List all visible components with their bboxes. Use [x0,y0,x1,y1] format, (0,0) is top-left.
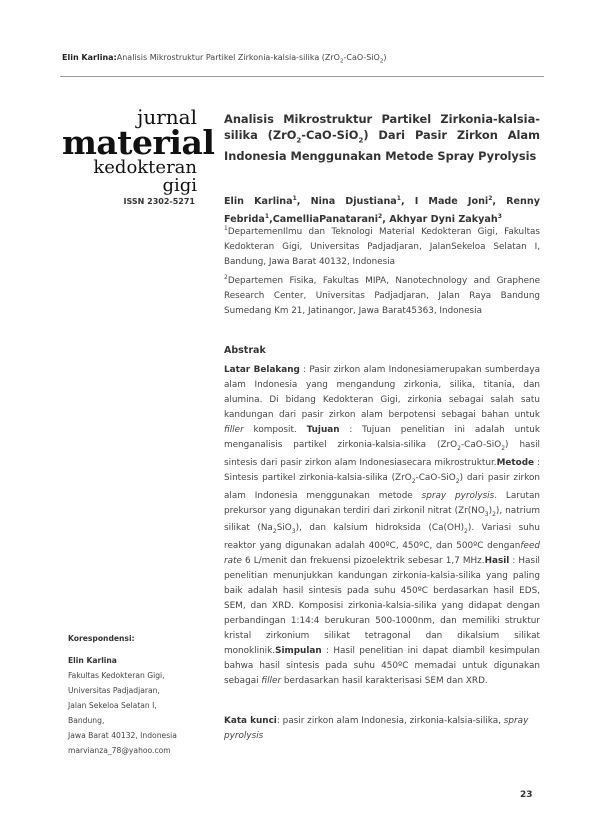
affiliation-text: Departemen Fisika, Fakultas MIPA, Nanotechnology and Graphene Research Center, Universitas Padjadjaran, Jalan Raya Bandung Sumedang Km 21, Jatinangor, Jawa Barat45363, Indonesia [224,275,540,316]
label-latar-belakang: Latar Belakang [224,365,300,375]
term-feed-rate: feed rate [224,541,540,567]
author-sep: , [382,214,390,226]
title-sub1: 2 [296,136,302,145]
abstract-text: berdasarkan hasil karakterisasi SEM dan XRD. [281,676,488,687]
correspondence [68,631,208,758]
author-sup: 2 [378,213,383,221]
abstract-text: : Sintesis partikel zirkonia-kalsia-silika (ZrO [224,457,540,483]
abstract-text: : Tujuan penelitian ini adalah untuk menganalisis partikel zirkonia-kalsia-silika (ZrO [224,425,540,450]
author-sup: 2 [488,195,493,202]
abstract-heading: Abstrak [224,345,266,356]
author: I Made Joni [414,196,489,208]
author: Nina Djustiana [310,196,397,208]
subscript: 2 [492,510,496,518]
abstract-text: 6 L/menit dan frekuensi pizoelektrik sebesar 1,7 MHz. [241,556,485,567]
abstract-text: . Larutan prekursor yang digunakan terdiri dari zirkonil nitrat (Zr(NO [224,490,540,516]
page-number: 23 [520,790,533,800]
author-sep: , [296,196,311,208]
header-rule [60,76,544,77]
subscript: 2 [464,528,468,536]
affiliation-sup: 2 [224,273,228,281]
logo-line-jurnal: jurnal [137,105,197,129]
term-spray-pyrolysis: spray pyrolysis [421,490,495,501]
keywords-italic: spray pyrolysis [224,716,529,741]
header-sub1: 2 [339,58,344,65]
header-title-suffix: ) [383,53,387,62]
affiliation-text: DepartemenIlmu dan Teknologi Material Kedokteran Gigi, Fakultas Kedokteran Gigi, Universitas Padjadjaran, JalanSekeloa Selatan I, Bandung, Jawa Barat 40132, Indonesia [224,226,540,267]
author-sup: 1 [264,213,270,221]
label-simpulan: Simpulan [275,646,322,657]
abstract-text: komposit. [243,425,307,435]
title-part-c: ) Dari Pasir Zirkon Alam Indonesia Menggunakan Metode Spray Pyrolysis [224,128,540,164]
abstract-text: : Hasil penelitian menunjukkan kandungan zirkonia-kalsia-silika yang paling baik adalah hasil sintesis pada suhu 450ºC berdasarkan hasil EDS, SEM, dan XRD. Komposisi zirkonia-kalsia-silika yang didapat dengan perbandingan 1:14:4 berukuran 500-1000nm, dan memiliki struktur kristal zirkonium silikat tetragonal dan dikalsium silikat monoklinik. [224,556,541,657]
correspondence-email: marvianza_78@yahoo.com [68,746,171,755]
keywords-text: : pasir zirkon alam Indonesia, zirkonia-kalsia-silika, [276,716,504,726]
label-hasil: Hasil [484,556,510,567]
author: Elin Karlina [224,196,293,208]
correspondence-line: Bandung, [68,716,105,725]
correspondence-name: Elin Karlina [68,656,117,665]
author-sep: , [400,196,415,208]
abstract-text: SiO [276,523,292,534]
subscript: 2 [272,528,277,536]
correspondence-line: Jalan Sekeloa Selatan I, [68,701,157,710]
issn: ISSN 2302-5271 [123,197,195,206]
keywords-label: Kata kunci [224,716,277,726]
abstract-text: ), natrium silikat (Na [224,505,540,534]
term-filler: filler [224,425,244,435]
article-title [224,111,540,164]
journal-logo [62,105,215,196]
correspondence-line: Universitas Padjadjaran, [68,686,160,695]
subscript: 2 [501,444,506,452]
author-sup: 1 [292,195,297,202]
abstract-text: -CaO-SiO [415,472,456,483]
keywords [224,714,540,744]
author: Akhyar Dyni Zakyah [389,214,498,226]
logo-line-material: material [62,123,215,162]
abstract-text: ). Variasi suhu reaktor yang digunakan adalah 400ºC, 450ºC, dan 500ºC dengan [224,523,540,552]
label-tujuan: Tujuan [306,425,340,435]
subscript: 3 [484,510,489,518]
header-title-mid: -CaO-SiO [343,53,380,62]
abstract-body [224,363,540,689]
subscript: 2 [411,477,416,485]
abstract-text: ) dari pasir zirkon alam Indonesia menggunakan metode [224,472,540,501]
subscript: 2 [457,444,461,452]
logo-line-kedokteran-gigi: kedokteran gigi [93,157,197,196]
title-sub2: 2 [358,136,364,145]
abstract-text: -CaO-SiO [460,440,502,450]
correspondence-line: Jawa Barat 40132, Indonesia [68,731,177,740]
affiliations [224,221,540,319]
subscript: 2 [455,477,460,485]
author: Renny Febrida [224,196,540,226]
abstract-text: ) hasil sintesis dari pasir zirkon alam Indonesiasecara mikrostruktur. [224,440,540,468]
correspondence-heading: Korespondensi: [68,634,135,643]
author-sep: , [492,196,507,208]
title-part-b: -CaO-SiO [301,128,359,142]
author: CamelliaPanatarani [272,214,379,226]
correspondence-line: Fakultas Kedokteran Gigi, [68,671,165,680]
abstract-text: ) [488,505,493,516]
author-sup: 1 [396,195,401,202]
header-author: Elin Karlina: [62,53,117,62]
author-sup: 3 [497,213,502,221]
header-sub2: 2 [379,58,384,65]
running-header [62,53,386,65]
abstract-text: : Pasir zirkon alam Indonesiamerupakan sumberdaya alam Indonesia yang mengandung zirkonia, silika, titania, dan alumina. Di bidang Kedokteran Gigi, zirkonia sebagai salah satu kandungan dari pasir zirkon alam berpotensi sebagai bahan untuk [224,365,540,420]
affiliation-1 [224,221,540,270]
abstract-text: ), dan kalsium hidroksida (Ca(OH) [295,523,465,534]
term-filler: filler [261,676,282,687]
title-part-a: Analisis Mikrostruktur Partikel Zirkonia-kalsia-silika (ZrO [224,112,540,142]
affiliation-sup: 1 [224,225,228,232]
label-metode: Metode [496,457,535,468]
abstract-text: : Hasil penelitian ini dapat diambil kesimpulan bahwa hasil sintesis pada suhu 450ºC memadai untuk digunakan sebagai [224,646,540,687]
subscript: 3 [291,528,296,536]
header-title-prefix: Analisis Mikrostruktur Partikel Zirkonia-kalsia-silika (ZrO [116,53,340,62]
author-sep: , [269,214,273,226]
affiliation-2 [224,270,540,319]
